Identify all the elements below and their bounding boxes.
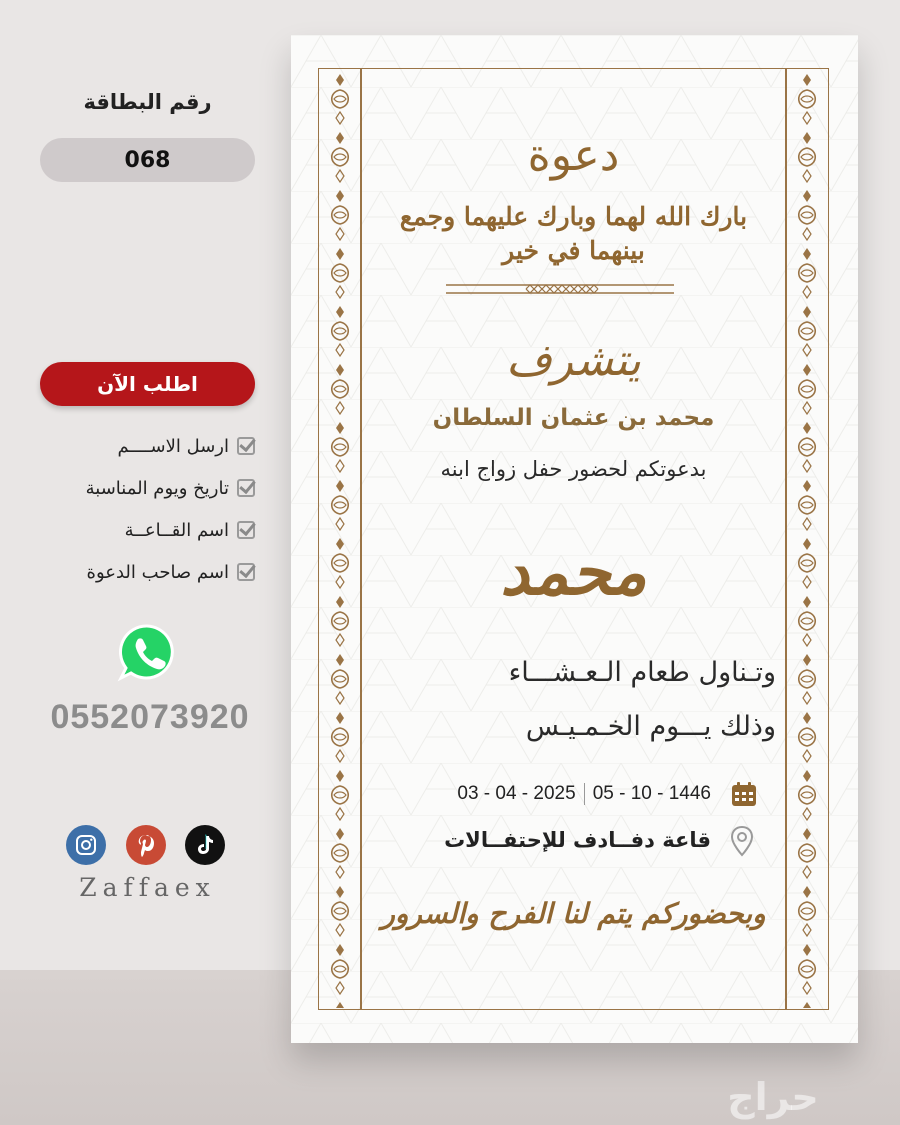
closing-blessing: وبحضوركم يتم لنا الفرح والسرور [381, 897, 766, 930]
host-name: محمد بن عثمان السلطان [432, 405, 715, 431]
checklist-item [40, 509, 255, 551]
honor-text: يتشرف [506, 335, 641, 386]
frame-line-left [360, 68, 362, 1010]
order-now-button[interactable]: اطلب الآن [40, 362, 255, 406]
event-dates [401, 780, 711, 808]
tiktok-icon[interactable] [185, 825, 225, 865]
location-pin-icon [730, 825, 754, 857]
checkbox-checked-icon [237, 521, 255, 539]
checklist-item [40, 467, 255, 509]
date-separator [584, 783, 585, 805]
card-number-badge: 068 [40, 138, 255, 182]
ornament-border-right [788, 70, 826, 1008]
calendar-icon [730, 780, 758, 808]
checklist-item-label: ارسل الاســــم [117, 435, 229, 457]
marriage-blessing: بارك الله لهما وبارك عليهما وجمع بينهما في خير [399, 202, 748, 265]
checklist-item-label: تاريخ ويوم المناسبة [85, 477, 229, 499]
requirements-checklist [40, 425, 255, 593]
checkbox-checked-icon [237, 437, 255, 455]
checklist-item-label: اسم صاحب الدعوة [86, 561, 229, 583]
checklist-item [40, 425, 255, 467]
checklist-item-label: اسم القــاعــة [124, 519, 229, 541]
invitation-line: بدعوتكم لحضور حفل زواج ابنه [440, 457, 707, 481]
checklist-item [40, 551, 255, 593]
hijri-date: 05 - 10 - 1446 [592, 783, 711, 804]
haraj-watermark: حراج [727, 1075, 819, 1119]
brand-name: Zaffaex [79, 873, 216, 902]
dinner-line: وتـناول طعام الـعـشـــاء [508, 657, 776, 688]
invitation-heading: دعوة [527, 130, 620, 181]
whatsapp-icon[interactable] [117, 622, 177, 682]
phone-number[interactable]: 0552073920 [50, 698, 250, 736]
invitation-card [291, 35, 858, 1043]
frame-line-right [785, 68, 787, 1010]
pinterest-icon[interactable] [126, 825, 166, 865]
ornamental-divider [446, 282, 674, 296]
checkbox-checked-icon [237, 479, 255, 497]
groom-name: محمد [500, 535, 647, 610]
checkbox-checked-icon [237, 563, 255, 581]
instagram-icon[interactable] [66, 825, 106, 865]
ornament-border-left [321, 70, 359, 1008]
gregorian-date: 03 - 04 - 2025 [457, 783, 576, 804]
day-line: وذلك يـــوم الخـمـيـس [525, 711, 776, 742]
venue-name: قاعة دفــادف للإحتفــالات [444, 828, 711, 852]
card-number-label: رقم البطاقة [83, 90, 212, 114]
